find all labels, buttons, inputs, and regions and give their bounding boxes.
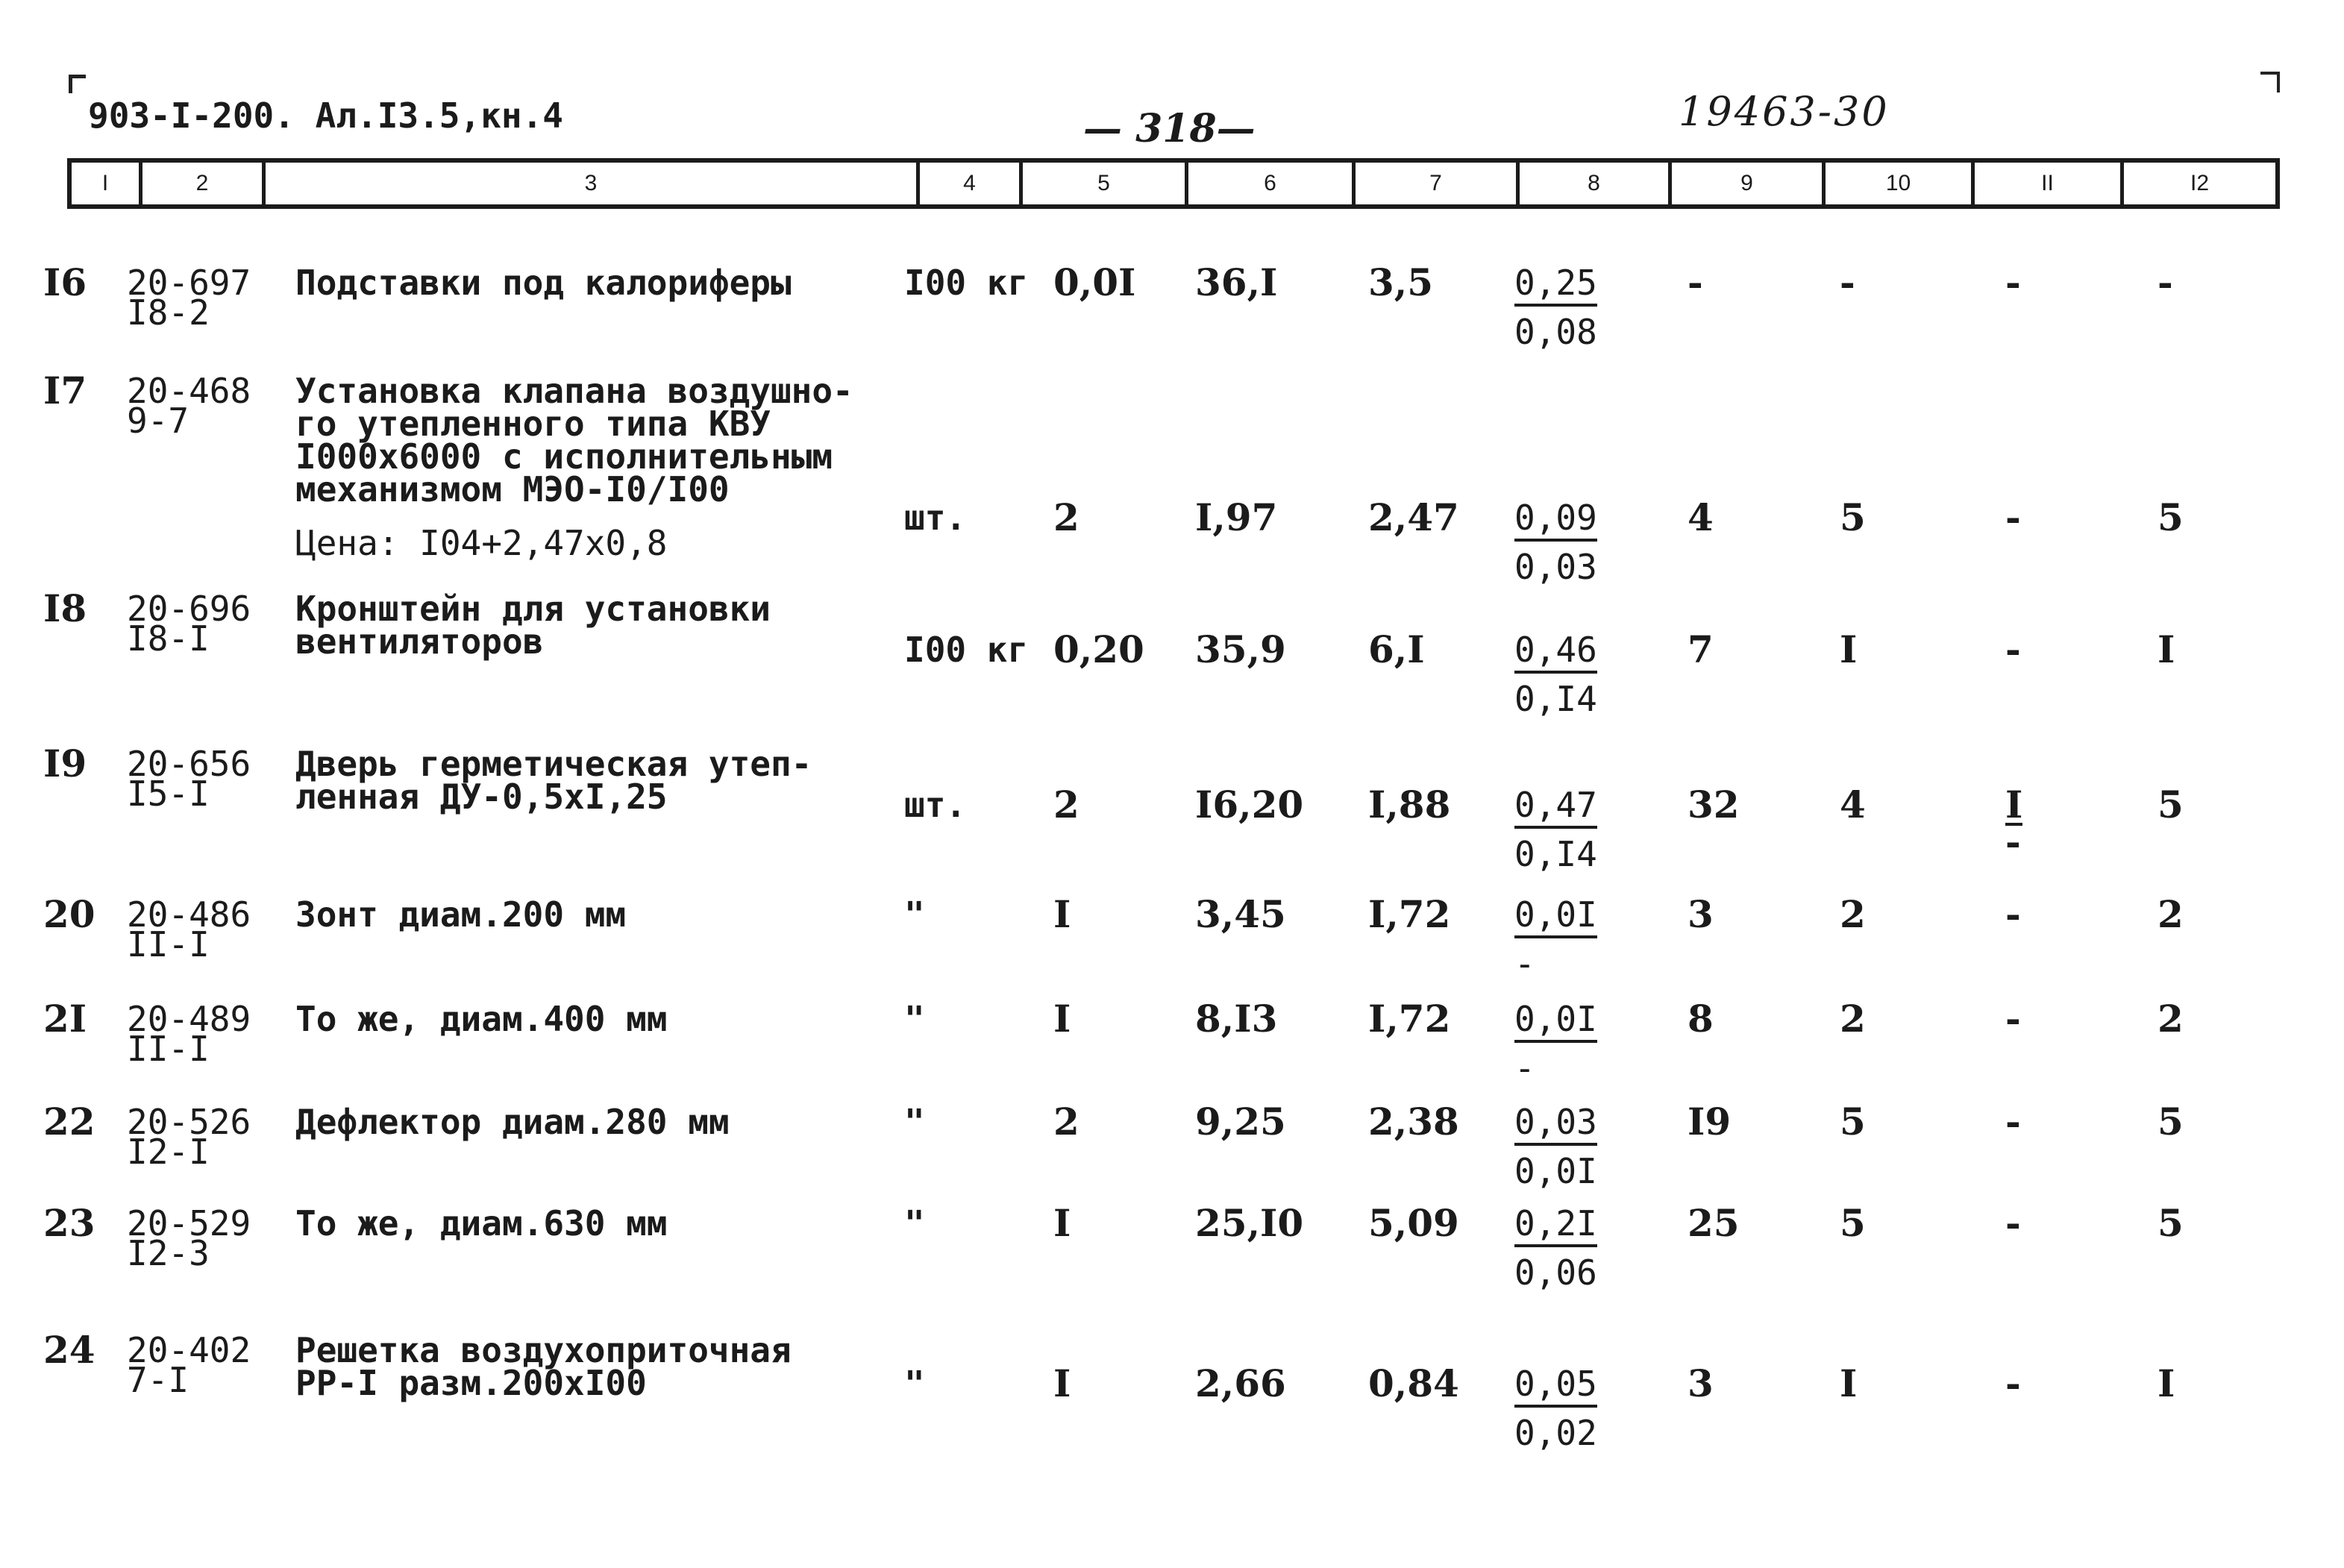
fraction-cell (1514, 894, 1597, 984)
resource-value: 2 (2157, 997, 2184, 1041)
resource-value: 8 (1688, 997, 1714, 1041)
work-name: Решетка воздухоприточная (295, 1330, 792, 1370)
norm-code: 20-656 (127, 744, 251, 784)
fraction-numerator: 0,05 (1514, 1366, 1597, 1408)
resource-value: - (2005, 1100, 2021, 1144)
resource-value: - (2005, 627, 2021, 671)
column-header-12: I2 (2120, 163, 2275, 204)
cost-value: 2,47 (1368, 495, 1459, 539)
work-name: го утепленного типа КВУ (295, 404, 771, 444)
resource-value: I (2157, 1361, 2175, 1405)
resource-value: I (1840, 627, 1858, 671)
quantity: 2 (1053, 783, 1079, 827)
unit-of-measure: " (904, 999, 925, 1039)
cost-value: 6,I (1368, 627, 1425, 671)
cost-value: 3,45 (1195, 892, 1286, 936)
resource-value: - (2005, 997, 2021, 1041)
fraction-cell (1514, 1205, 1597, 1291)
work-name: Установка клапана воздушно- (295, 371, 853, 411)
work-name: Подставки под калориферы (295, 263, 792, 303)
cost-value: 3,5 (1368, 260, 1433, 304)
cost-value: 8,I3 (1195, 997, 1278, 1041)
column-header-3: 3 (262, 163, 916, 204)
column-header-10: 10 (1822, 163, 1971, 204)
resource-value: 2 (1840, 997, 1866, 1041)
row-number: I6 (43, 260, 87, 304)
work-name: ленная ДУ-0,5хI,25 (295, 777, 668, 817)
column-header-11: II (1971, 163, 2120, 204)
work-name: I000х6000 с исполнительным (295, 436, 833, 477)
quantity: 0,20 (1053, 627, 1144, 671)
fraction-cell (1514, 787, 1597, 872)
archive-code: 19463-30 (1679, 88, 1890, 135)
work-name: Дефлектор диам.280 мм (295, 1102, 730, 1142)
column-header-1: I (101, 171, 109, 195)
norm-code: II-I (127, 924, 210, 965)
norm-code: I2-I (127, 1132, 210, 1172)
work-name: То же, диам.400 мм (295, 999, 668, 1039)
norm-code: 20-402 (127, 1330, 251, 1370)
resource-value: 5 (2157, 495, 2184, 539)
quantity: I (1053, 1201, 1071, 1245)
resource-value: 2 (2157, 892, 2184, 936)
fraction-denominator: 0,02 (1514, 1413, 1597, 1453)
cost-value: I,72 (1368, 997, 1451, 1041)
resource-value: 5 (2157, 783, 2184, 827)
unit-of-measure: " (904, 1364, 925, 1404)
cost-value: 9,25 (1195, 1100, 1286, 1144)
norm-code: 9-7 (127, 401, 189, 441)
page-number: — 318— (1083, 106, 1256, 151)
row-number: 24 (43, 1328, 95, 1372)
quantity: 2 (1053, 1100, 1079, 1144)
fraction-numerator: 0,0I (1514, 897, 1597, 938)
resource-value: - (2005, 892, 2021, 936)
column-header-6: 6 (1185, 163, 1352, 204)
work-name: вентиляторов (295, 621, 544, 662)
norm-code: I8-2 (127, 292, 210, 333)
row-number: 2I (43, 997, 87, 1041)
fraction-numerator: 0,47 (1514, 787, 1597, 829)
fraction-denominator: 0,0I (1514, 1151, 1597, 1191)
quantity: 2 (1053, 495, 1079, 539)
column-header-2: 2 (139, 163, 262, 204)
fraction-numerator: 0,0I (1514, 1001, 1597, 1043)
cost-value: 0,84 (1368, 1361, 1459, 1405)
resource-value: 7 (1688, 627, 1714, 671)
fraction-numerator: 0,2I (1514, 1205, 1597, 1247)
cost-value: 2,66 (1195, 1361, 1286, 1405)
resource-value: 5 (2157, 1201, 2184, 1245)
fraction-denominator: 0,I4 (1514, 834, 1597, 874)
fraction-denominator: - (1514, 1048, 1535, 1088)
quantity: I (1053, 997, 1071, 1041)
resource-value: I9 (1688, 1100, 1732, 1144)
norm-code: I5-I (127, 774, 210, 814)
quantity: I (1053, 1361, 1071, 1405)
unit-of-measure: I00 кг (904, 630, 1029, 670)
work-name: То же, диам.630 мм (295, 1203, 668, 1244)
norm-code: I8-I (127, 618, 210, 659)
row-number: I7 (43, 369, 87, 413)
row-number: I9 (43, 741, 87, 785)
corner-mark-right (2260, 72, 2280, 92)
row-number: 23 (43, 1201, 95, 1245)
fraction-cell (1514, 1001, 1597, 1086)
row-number: I8 (43, 586, 87, 630)
fraction-denominator: 0,I4 (1514, 679, 1597, 719)
norm-code: 20-696 (127, 589, 251, 629)
cost-value: 2,38 (1368, 1100, 1459, 1144)
cost-value: I,97 (1195, 495, 1278, 539)
unit-of-measure: " (904, 894, 925, 935)
fraction-denominator: 0,08 (1514, 312, 1597, 352)
fraction-denominator: 0,03 (1514, 547, 1597, 587)
resource-value: 32 (1688, 783, 1740, 827)
resource-value: - (2157, 260, 2173, 304)
resource-value: - (1840, 260, 1855, 304)
resource-value: 4 (1840, 783, 1866, 827)
norm-code: 20-468 (127, 371, 251, 411)
cost-value: I,72 (1368, 892, 1451, 936)
resource-value: 3 (1688, 1361, 1714, 1405)
column-header-4: 4 (916, 163, 1019, 204)
norm-code: 20-697 (127, 263, 251, 303)
fraction-cell (1514, 1366, 1597, 1451)
work-name: Кронштейн для установки (295, 589, 771, 629)
norm-code: 20-526 (127, 1102, 251, 1142)
resource-value: 5 (1840, 1201, 1866, 1245)
resource-value: - (2005, 495, 2021, 539)
norm-code: I2-3 (127, 1233, 210, 1273)
resource-value: - (1688, 260, 1703, 304)
resource-value: 2 (1840, 892, 1866, 936)
corner-mark-left (69, 75, 86, 93)
resource-value: I (1840, 1361, 1858, 1405)
resource-value: I (2005, 783, 2023, 827)
unit-of-measure: шт. (904, 498, 967, 538)
fraction-cell (1514, 500, 1597, 585)
norm-code: 20-529 (127, 1203, 251, 1244)
cost-value: 36,I (1195, 260, 1278, 304)
resource-value: 5 (1840, 1100, 1866, 1144)
price-note: Цена: I04+2,47х0,8 (295, 523, 668, 563)
norm-code: 20-486 (127, 894, 251, 935)
work-name: Дверь герметическая утеп- (295, 744, 812, 784)
work-name: Зонт диам.200 мм (295, 894, 627, 935)
resource-value: 3 (1688, 892, 1714, 936)
quantity: I (1053, 892, 1071, 936)
fraction-cell (1514, 1104, 1597, 1189)
resource-value: - (2005, 260, 2021, 304)
resource-value: 5 (1840, 495, 1866, 539)
cost-value: I6,20 (1195, 783, 1304, 827)
column-header-5: 5 (1019, 163, 1185, 204)
column-header-9: 9 (1668, 163, 1822, 204)
column-header-8: 8 (1516, 163, 1668, 204)
unit-of-measure: I00 кг (904, 263, 1029, 303)
row-number: 20 (43, 892, 95, 936)
fraction-cell (1514, 265, 1597, 350)
cost-value: 25,I0 (1195, 1201, 1304, 1245)
resource-value-sub: - (2005, 820, 2021, 864)
fraction-numerator: 0,09 (1514, 500, 1597, 542)
fraction-cell (1514, 632, 1597, 717)
work-name: РР-I разм.200хI00 (295, 1363, 647, 1403)
unit-of-measure: шт. (904, 785, 967, 825)
fraction-numerator: 0,46 (1514, 632, 1597, 674)
cost-value: 5,09 (1368, 1201, 1459, 1245)
unit-of-measure: " (904, 1102, 925, 1142)
fraction-numerator: 0,25 (1514, 265, 1597, 307)
resource-value: 4 (1688, 495, 1714, 539)
row-number: 22 (43, 1100, 95, 1144)
norm-code: II-I (127, 1029, 210, 1069)
resource-value: 25 (1688, 1201, 1740, 1245)
fraction-denominator: - (1514, 944, 1535, 984)
resource-value: 5 (2157, 1100, 2184, 1144)
norm-code: 20-489 (127, 999, 251, 1039)
work-name: механизмом МЭО-I0/I00 (295, 469, 730, 509)
unit-of-measure: " (904, 1203, 925, 1244)
cost-value: 35,9 (1195, 627, 1286, 671)
resource-value: I (2157, 627, 2175, 671)
norm-code: 7-I (127, 1360, 189, 1400)
resource-value: - (2005, 1201, 2021, 1245)
fraction-denominator: 0,06 (1514, 1252, 1597, 1293)
quantity: 0,0I (1053, 260, 1136, 304)
column-header-7: 7 (1352, 163, 1516, 204)
cost-value: I,88 (1368, 783, 1451, 827)
fraction-numerator: 0,03 (1514, 1104, 1597, 1146)
resource-value: - (2005, 1361, 2021, 1405)
column-number-header (67, 158, 2280, 209)
document-reference: 903-I-200. Ал.I3.5,кн.4 (88, 95, 563, 136)
